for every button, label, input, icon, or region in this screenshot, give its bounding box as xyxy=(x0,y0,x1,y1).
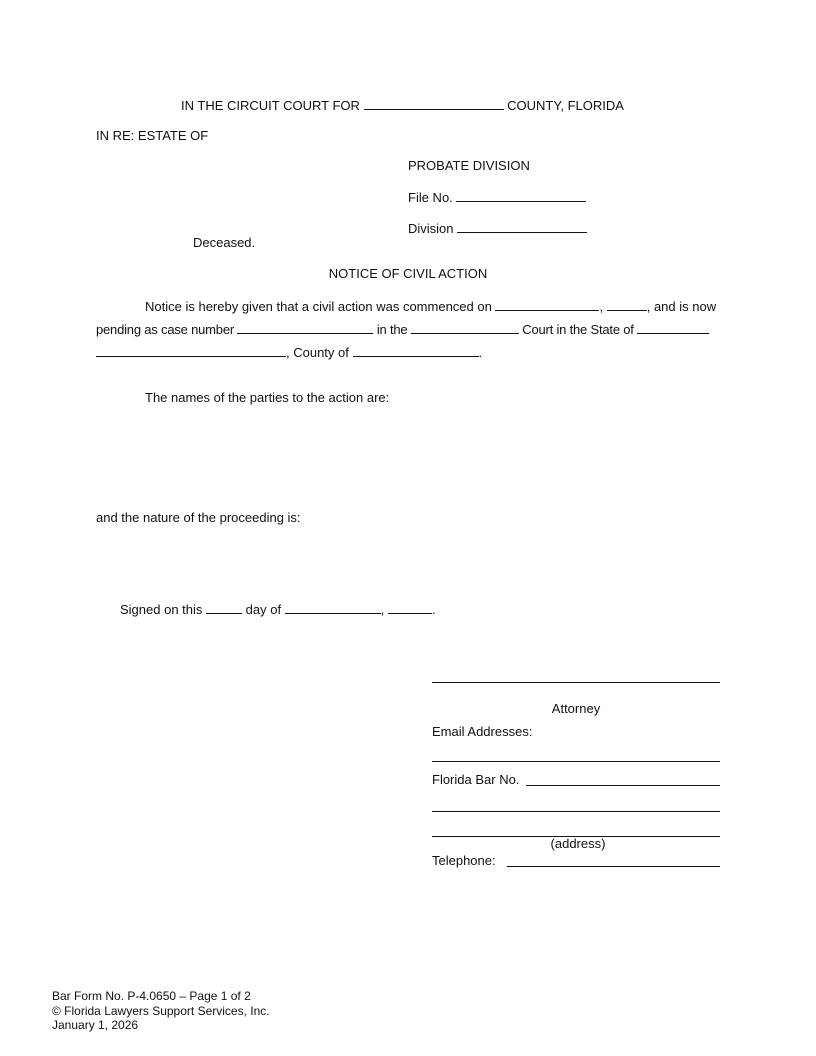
case-number-blank[interactable] xyxy=(237,321,373,334)
signed-text-d: . xyxy=(431,602,436,617)
address-label: (address) xyxy=(550,836,606,851)
signed-year-blank[interactable] xyxy=(388,601,432,614)
p2-text-b: in the xyxy=(376,322,408,337)
p1-text-c: , and is now xyxy=(646,299,717,314)
court-suffix: COUNTY, FLORIDA xyxy=(507,98,624,113)
p3-text-b: . xyxy=(478,345,483,360)
parties-label: The names of the parties to the action are: xyxy=(145,390,390,405)
signed-text-a: Signed on this xyxy=(120,602,203,617)
court-prefix: IN THE CIRCUIT COURT FOR xyxy=(181,98,360,113)
deceased-label: Deceased. xyxy=(193,235,256,250)
commenced-year-blank[interactable] xyxy=(607,298,647,311)
division-blank[interactable] xyxy=(457,220,587,233)
paragraph-line-1 xyxy=(145,298,716,315)
telephone-label: Telephone: xyxy=(432,853,496,868)
p1-text-a: Notice is hereby given that a civil action was commenced on xyxy=(145,299,492,314)
paragraph-line-2 xyxy=(96,321,709,338)
signed-text-c: , xyxy=(380,602,385,617)
paragraph-line-3 xyxy=(96,344,482,361)
state-blank-a[interactable] xyxy=(637,321,709,334)
court-name-blank[interactable] xyxy=(411,321,519,334)
address-line-1[interactable] xyxy=(432,811,720,812)
footer-form-no: Bar Form No. P-4.0650 – Page 1 of 2 xyxy=(52,989,251,1003)
signed-month-blank[interactable] xyxy=(285,601,381,614)
p2-text-a: pending as case number xyxy=(96,322,234,337)
email-line[interactable] xyxy=(432,761,720,762)
nature-label: and the nature of the proceeding is: xyxy=(96,510,301,525)
in-re-label: IN RE: ESTATE OF xyxy=(96,128,209,143)
signed-text-b: day of xyxy=(245,602,282,617)
bar-no-label: Florida Bar No. xyxy=(432,772,520,787)
p3-text-a: , County of xyxy=(286,345,349,360)
p2-text-c: Court in the State of xyxy=(522,322,634,337)
county-of-blank[interactable] xyxy=(353,344,479,357)
county-blank[interactable] xyxy=(364,97,504,110)
division-label: Division xyxy=(408,221,454,236)
email-label: Email Addresses: xyxy=(432,724,533,739)
p1-text-b: , xyxy=(599,299,604,314)
division-row xyxy=(408,220,587,237)
footer-copyright: © Florida Lawyers Support Services, Inc. xyxy=(52,1004,270,1018)
bar-no-line[interactable] xyxy=(526,785,720,786)
attorney-label: Attorney xyxy=(551,701,601,716)
signature-line[interactable] xyxy=(432,682,720,683)
file-no-row xyxy=(408,189,586,206)
court-heading xyxy=(181,97,624,114)
signed-day-blank[interactable] xyxy=(206,601,242,614)
file-no-blank[interactable] xyxy=(456,189,586,202)
commenced-date-blank[interactable] xyxy=(495,298,599,311)
signed-line xyxy=(120,601,436,618)
footer-date: January 1, 2026 xyxy=(52,1018,139,1032)
document-title: NOTICE OF CIVIL ACTION xyxy=(328,266,488,281)
probate-division: PROBATE DIVISION xyxy=(408,158,530,173)
state-blank-b[interactable] xyxy=(96,344,286,357)
telephone-line[interactable] xyxy=(507,866,720,867)
file-no-label: File No. xyxy=(408,190,453,205)
